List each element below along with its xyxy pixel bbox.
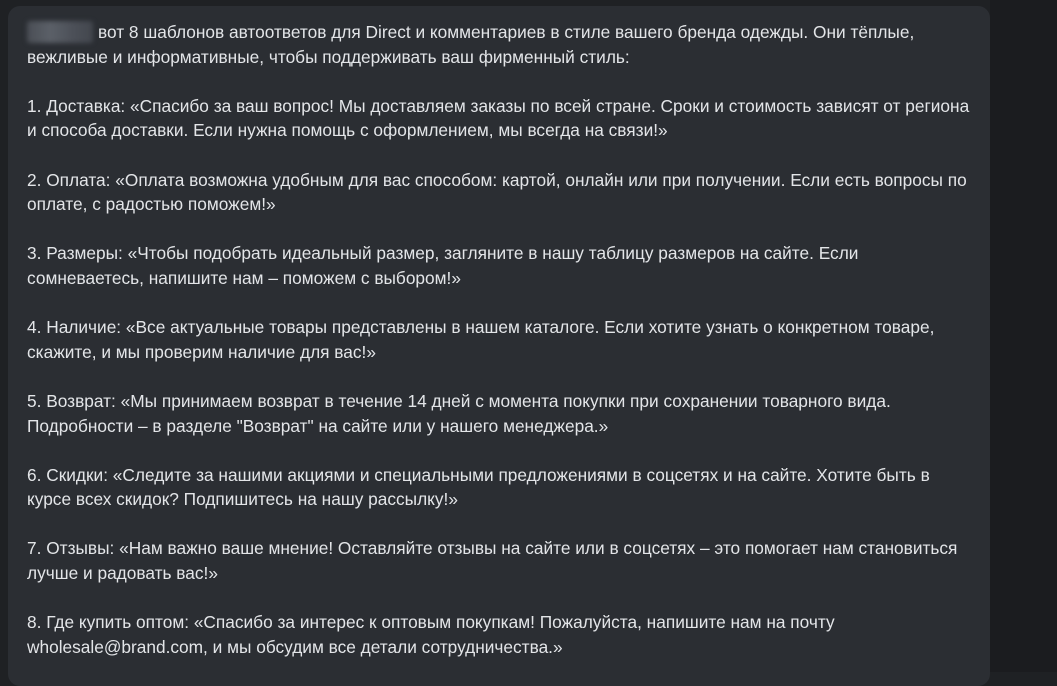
template-item-discounts: 6. Скидки: «Следите за нашими акциями и специальными предложениями в соцсетях и на сайте. Хотите быть в курсе всех скидок? Подпишитесь на нашу рассылку!» (27, 464, 930, 510)
message-intro (27, 20, 972, 69)
template-item-reviews: 7. Отзывы: «Нам важно ваше мнение! Оставляйте отзывы на сайте или в соцсетях – это помогает нам становиться лучше и радовать вас!» (27, 538, 958, 584)
intro-text: вот 8 шаблонов автоответов для Direct и комментариев в стиле вашего бренда одежды. Они тёплые, вежливые и информативные, чтобы поддерживать ваш фирменный стиль: (27, 22, 915, 67)
template-item-wholesale: 8. Где купить оптом: «Спасибо за интерес к оптовым покупкам! Пожалуйста, напишите нам на почту wholesale@brand.com, и мы обсудим все детали сотрудничества.» (27, 612, 835, 657)
template-item-sizes: 3. Размеры: «Чтобы подобрать идеальный размер, загляните в нашу таблицу размеров на сайте. Если сомневаетесь, напишите нам – поможем с выбором!» (27, 243, 859, 288)
template-item-availability: 4. Наличие: «Все актуальные товары представлены в нашем каталоге. Если хотите узнать о конкретном товаре, скажите, и мы проверим наличие для вас!» (27, 317, 935, 362)
template-item-returns: 5. Возврат: «Мы принимаем возврат в течение 14 дней с момента покупки при сохранении товарного вида. Подробности – в разделе "Возврат" на сайте или у нашего менеджера.» (27, 390, 891, 436)
blurred-username (27, 21, 93, 43)
template-item-payment: 2. Оплата: «Оплата возможна удобным для вас способом: картой, онлайн или при получении. Если есть вопросы по оплате, с радостью поможем!» (27, 169, 967, 215)
background-panel (990, 0, 1057, 672)
chat-message-bubble (8, 6, 990, 686)
template-item-delivery: 1. Доставка: «Спасибо за ваш вопрос! Мы доставляем заказы по всей стране. Сроки и стоимость зависят от региона и способа доставки. Если нужна помощь с оформлением, мы всегда на связи!» (27, 95, 970, 141)
